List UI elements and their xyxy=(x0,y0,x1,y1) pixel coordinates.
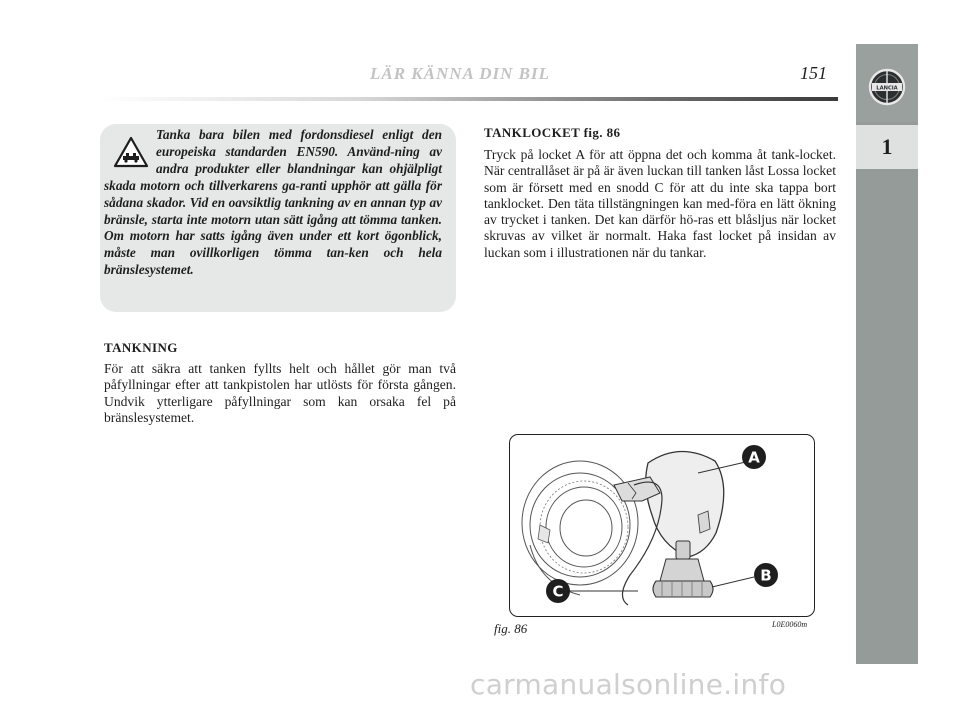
callout-a-label: A xyxy=(748,448,760,467)
fuel-cap-illustration xyxy=(510,435,814,616)
running-header-title: LÄR KÄNNA DIN BIL xyxy=(370,64,550,83)
chapter-number: 1 xyxy=(881,134,893,159)
tankning-heading: TANKNING xyxy=(104,340,178,355)
watermark-text: carmanualsonline.info xyxy=(470,668,787,701)
callout-c-label: C xyxy=(552,582,564,601)
logo-text: LANCIA xyxy=(876,85,898,92)
callout-b-label: B xyxy=(760,566,772,585)
tanklocket-heading: TANKLOCKET fig. 86 xyxy=(484,125,621,140)
figure-caption: fig. 86 xyxy=(494,621,528,636)
tanklocket-body: Tryck på locket A för att öppna det och komma åt tank-locket. När centrallåset är på är även luckan till tanken låst Lossa locket som är försett med en snodd C för att du inte ska tappa bort tanklocket. Den täta tillstängningen kan med-föra en lätt ökning av trycket i tanken. Det kan därför hö-ras ett blåsljus när locket skruvas av vilket är normalt. Haka fast locket på insidan av luckan som i illustrationen när du tankar. xyxy=(484,147,836,260)
lancia-logo-icon xyxy=(856,44,918,122)
tankning-body: För att säkra att tanken fyllts helt och hållet gör man två påfyllningar efter att tankpistolen har utlösts för första gången. Undvik ytterligare påfyllningar som kan orsaka fel på bränslesystemet. xyxy=(104,361,456,425)
warning-text: Tanka bara bilen med fordonsdiesel enligt den europeiska standarden EN590. Använd-ning av andra produkter eller blandningar kan ohjälpligt skada motorn och tillverkarens ga-ranti upphör att gälla för sådana skador. Vid en oavsiktlig tankning av en annan typ av bränsle, starta inte motorn utan sätt igång att tömma tanken. Om motorn har satts igång även under ett kort ögonblick, måste man ovillkorligen tömma tan-ken och hela bränslesystemet. xyxy=(104,127,442,278)
header-rule xyxy=(100,97,838,101)
lancia-logo-box xyxy=(856,44,918,122)
figure-code: L0E0060m xyxy=(772,620,808,629)
warning-text-block xyxy=(104,127,442,279)
figure-86-illustration xyxy=(509,434,815,617)
page-number: 151 xyxy=(800,63,827,83)
